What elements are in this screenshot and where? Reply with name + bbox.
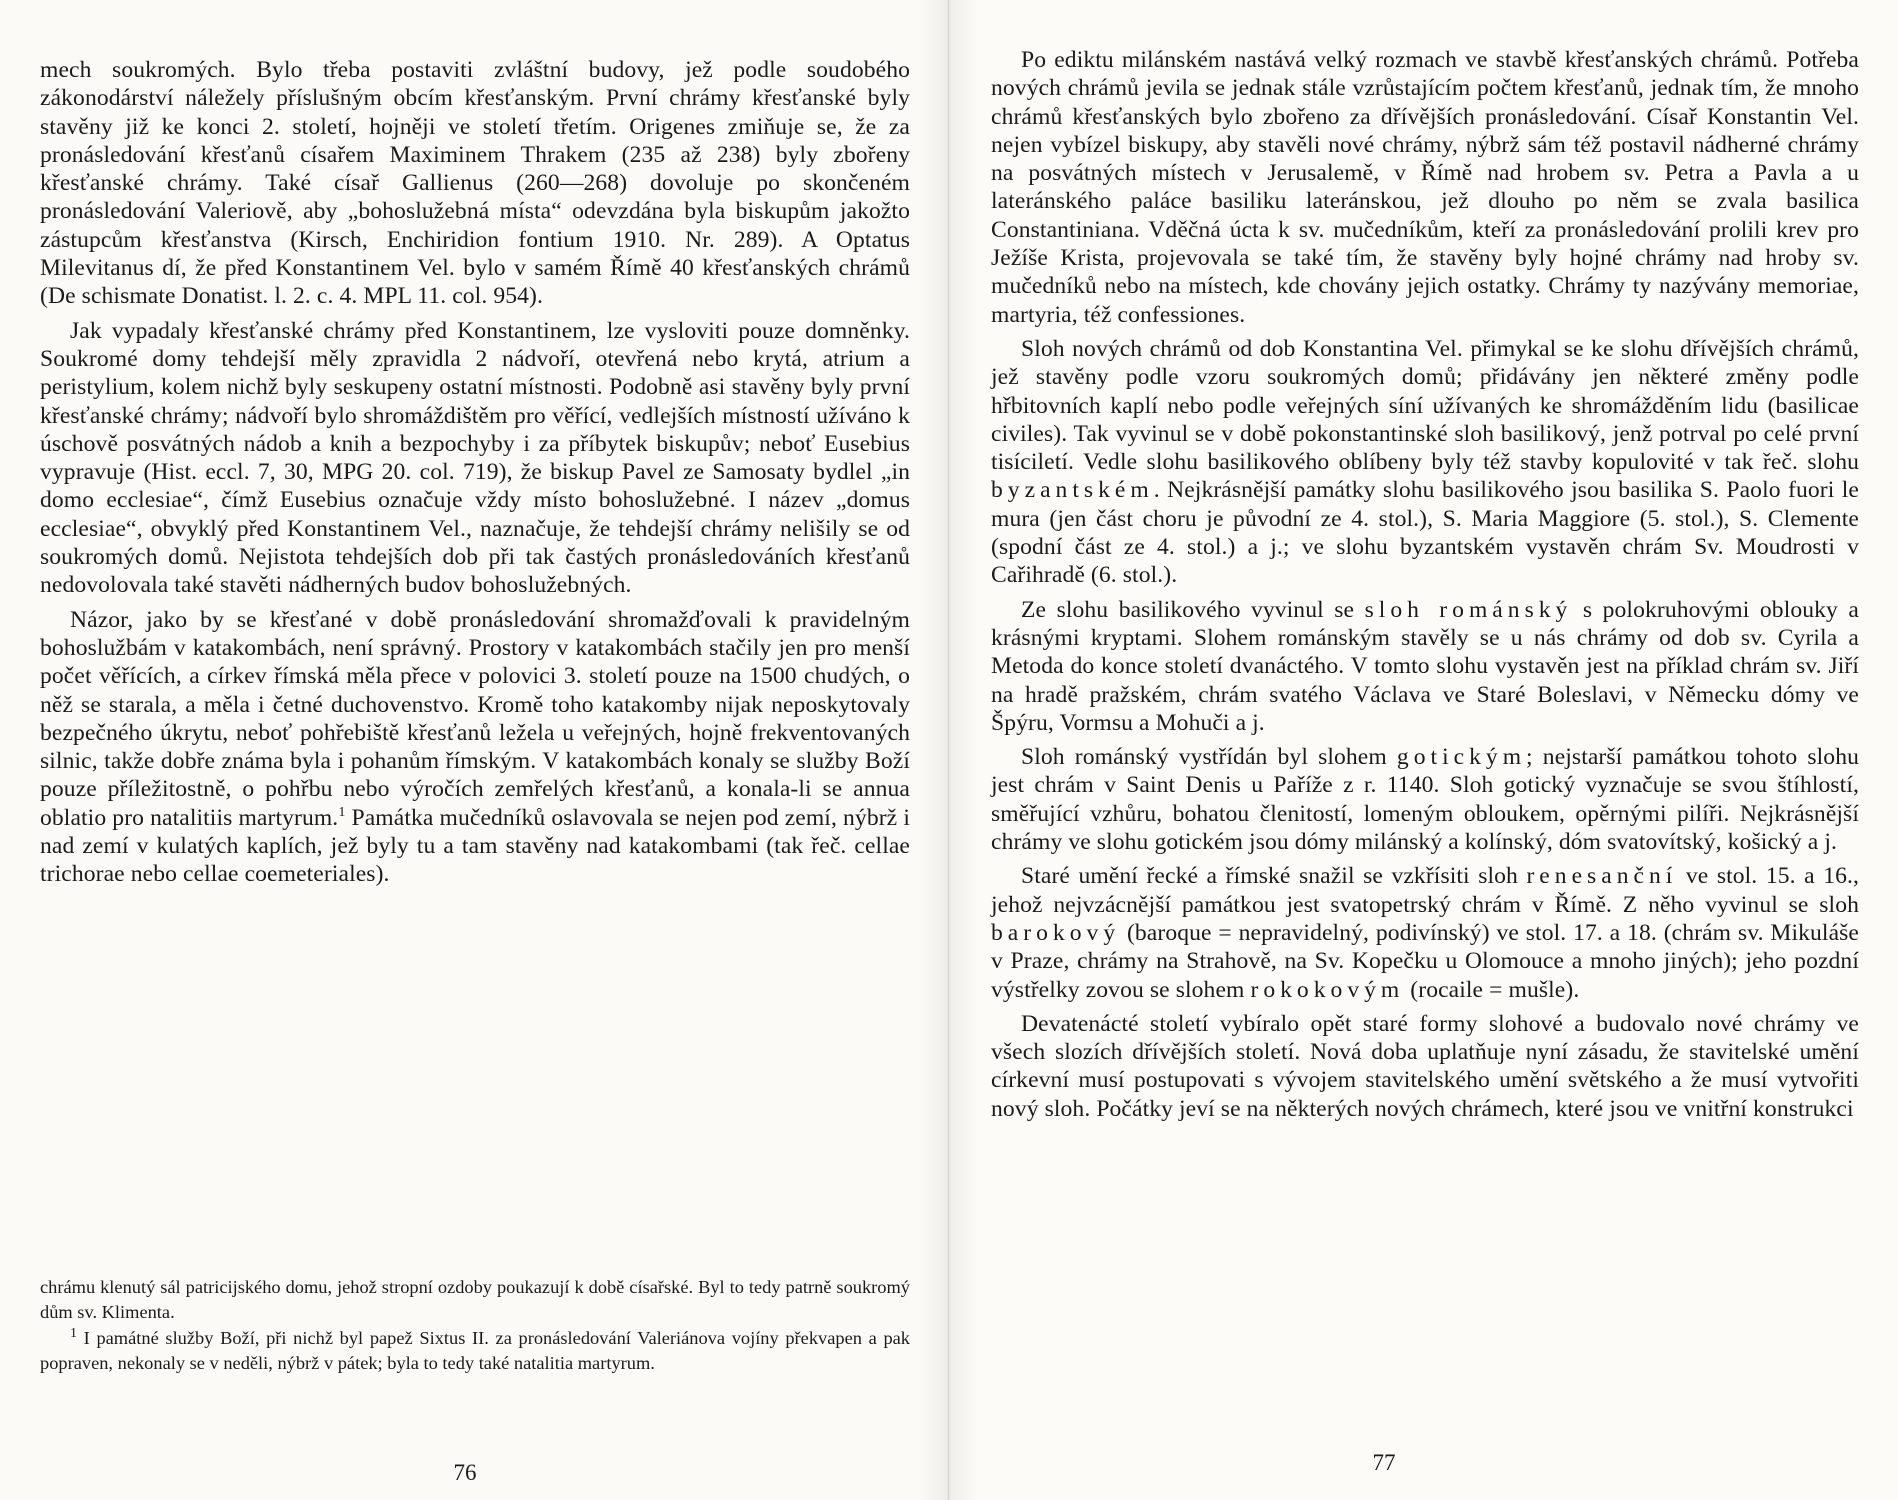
spaced-term: barokový xyxy=(991,919,1121,946)
paragraph-text: ve stol. 15. a 16., jehož nejvzácnější památkou jest svatopetrský chrám v Římě. Z něho vyvinul se sloh xyxy=(991,863,1859,918)
spaced-term: gotickým xyxy=(1396,744,1527,771)
paragraph: Devatenácté století vybíralo opět staré formy slohové a budovalo nové chrámy ve všech slozích dřívějších století. Nová doba uplatňuje nyní zásadu, že stavitelské umění církevní musí postupovati s vývojem stavitelského umění světského a že musí vytvořiti nový sloh. Počátky jeví se na některých nových chrámech, které jsou ve vnitřní konstrukci xyxy=(991,1010,1859,1122)
paragraph-text: (baroque = nepravidelný, podivínský) ve stol. 17. a 18. (chrám sv. Mikuláše v Praze, chrámy na Strahově, na Sv. Kopečku u Olomouce a mnoho jiných); jeho pozdní výstřelky zovou se slohem xyxy=(991,919,1859,1003)
spaced-term: byzantském xyxy=(991,477,1154,504)
footnote-number: 1 xyxy=(70,1325,77,1341)
page-number: 77 xyxy=(1372,1450,1396,1475)
paragraph xyxy=(991,862,1859,1003)
paragraph-text: Názor, jako by se křesťané v době pronásledování shromažďovali k pravidelným bohoslužbám v katakombách, není správný. Prostory v katakombách stačily jen pro menší počet věřících, a církev římská měla přece v polovici 3. století pouze na 1500 chudých, o něž se starala, a měla i četné duchovenstvo. Kromě toho katakomby nijak neposkytovaly bezpečného úkrytu, neboť pohřebiště křesťanů ležela u veřejných, hojně frekventovaných silnic, takže dobře známa byla i pohanům římským. V katakombách konaly se služby Boží pouze příležitostně, o pohřbu nebo výročích zemřelých křesťanů, a konala-li se annua oblatio pro natalitiis martyrum. xyxy=(40,606,910,831)
footnote-continuation: chrámu klenutý sál patricijského domu, jehož stropní ozdoby poukazují k době císařské. Byl to tedy patrně soukromý dům sv. Klimenta. xyxy=(40,1277,910,1323)
paragraph xyxy=(991,335,1859,590)
left-page-body xyxy=(40,56,910,889)
footnotes xyxy=(40,1275,910,1377)
spaced-term: renesanční xyxy=(1526,863,1678,890)
footnote-text: I památné služby Boží, při nichž byl papež Sixtus II. za pronásledování Valeriánova vojíny překvapen a pak popraven, nekonaly se v neděli, nýbrž v pátek; byla to tedy také natalitia martyrum. xyxy=(40,1327,910,1374)
paragraph: Jak vypadaly křesťanské chrámy před Konstantinem, lze vysloviti pouze domněnky. Soukromé domy tehdejší měly zpravidla 2 nádvoří, otevřená nebo krytá, atrium a peristylium, kolem nichž byly seskupeny ostatní místnosti. Podobně asi stavěny byly první křesťanské chrámy; nádvoří bylo shromáždištěm pro věřící, vedlejších místností užíváno k úschově posvátných nádob a knih a bezpochyby i za příbytek biskupův; neboť Eusebius vypravuje (Hist. eccl. 7, 30, MPG 20. col. 719), že biskup Pavel ze Samosaty bydlel „in domo ecclesiae“, čímž Eusebius označuje vždy místo bohoslužebné. I název „domus ecclesiae“, obvyklý před Konstantinem Vel., naznačuje, že tehdejší chrámy nelišily se od soukromých domů. Nejistota tehdejších dob při tak častých pronásledováních křesťanů nedovolovala také stavěti nádherných budov bohoslužebných. xyxy=(40,317,910,599)
paragraph xyxy=(40,606,910,889)
spaced-term: rokokovým xyxy=(1250,976,1405,1003)
right-page xyxy=(949,0,1898,1500)
paragraph xyxy=(991,743,1859,856)
footnote-marker[interactable]: 1 xyxy=(338,804,346,820)
paragraph-text: (rocaile = mušle). xyxy=(1404,976,1580,1003)
paragraph-text: Památka mučedníků oslavovala se nejen pod zemí, nýbrž i nad zemí v kulatých kaplích, jež byly tu a tam stavěny nad katakombami (tak řeč. cellae trichorae nebo cellae coemeteriales). xyxy=(40,804,910,888)
paragraph-text: . Nejkrásnější památky slohu basilikového jsou basilika S. Paolo fuori le mura (jen část choru je původní ze 4. stol.), S. Maria Maggiore (5. stol.), S. Clemente (spodní část ze 4. stol.) a j.; ve slohu byzantském vystavěn chrám Sv. Moudrosti v Cařihradě (6. stol.). xyxy=(991,477,1859,589)
paragraph-text: Sloh nových chrámů od dob Konstantina Vel. přimykal se ke slohu dřívějších chrámů, jež stavěny podle vzoru soukromých domů; přidávány jen některé změny podle hřbitovních kaplí nebo podle veřejných síní užívaných ke shromážděním lidu (basilicae civiles). Tak vyvinul se v době pokonstantinské sloh basilikový, jenž potrval po celé první tisíciletí. Vedle slohu basilikového oblíbeny byly též stavby kopulovité v tak řeč. slohu xyxy=(991,335,1859,476)
paragraph: mech soukromých. Bylo třeba postaviti zvláštní budovy, jež podle soudobého zákonodárství náležely příslušným obcím křesťanským. První chrámy křesťanské byly stavěny již ke konci 2. století, hojněji ve století třetím. Origenes zmiňuje se, že za pronásledování křesťanů císařem Maximinem Thrakem (235 až 238) byly zbořeny křesťanské chrámy. Také císař Gallienus (260—268) dovoluje po skončeném pronásledování Valeriově, aby „bohoslužebná místa“ odevzdána byla biskupům jakožto zástupcům křesťanstva (Kirsch, Enchiridion fontium 1910. Nr. 289). A Optatus Milevitanus dí, že před Konstantinem Vel. bylo v samém Římě 40 křesťanských chrámů (De schismate Donatist. l. 2. c. 4. MPL 11. col. 954). xyxy=(40,57,910,310)
spaced-term: sloh románský xyxy=(1364,596,1573,623)
right-page-body xyxy=(991,46,1859,1123)
footnote xyxy=(40,1326,910,1377)
paragraph-text: Staré umění řecké a římské snažil se vzkřísiti sloh xyxy=(1021,863,1527,890)
paragraph xyxy=(991,596,1859,737)
page-number: 76 xyxy=(453,1460,477,1485)
paragraph: Po ediktu milánském nastává velký rozmach ve stavbě křesťanských chrámů. Potřeba nových chrámů jevila se jednak stále vzrůstajícím počtem křesťanů, jednak tím, že mnoho chrámů křesťanských bylo zbořeno za dřívějších pronásledování. Císař Konstantin Vel. nejen vybízel biskupy, aby stavěli nové chrámy, nýbrž sám též postavil nádherné chrámy na posvátných místech v Jerusalemě, v Římě nad hrobem sv. Petra a Pavla a u lateránského paláce basiliku lateránskou, jež dlouho po něm se zvala basilica Constantiniana. Vděčná úcta k sv. mučedníkům, kteří za pronásledování prolili krev pro Ježíše Krista, projevovala se také tím, že stavěny byly hojné chrámy nad hroby sv. mučedníků nebo na místech, kde chovány jejich ostatky. Chrámy ty nazývány memoriae, martyria, též confessiones. xyxy=(991,47,1859,328)
paragraph-text: s polokruhovými oblouky a krásnými kryptami. Slohem románským stavěly se u nás chrámy od dob sv. Cyrila a Metoda do konce století dvanáctého. V tomto slohu vystavěn jest na příklad chrám sv. Jiří na hradě pražském, chrám svatého Václava ve Staré Boleslavi, v Německu dómy ve Špýru, Vormsu a Mohuči a j. xyxy=(991,596,1859,736)
paragraph-text: ; nejstarší památkou tohoto slohu jest chrám v Saint Denis u Paříže z r. 1140. Sloh gotický vyznačuje se svou štíhlostí, směřující vzhůru, bohatou členitostí, lomeným obloukem, opěrnými pilíři. Nejkrásnější chrámy ve slohu gotickém jsou dómy milánský a kolínský, dóm svatovítský, košický a j. xyxy=(991,744,1859,856)
paragraph-text: Sloh románský vystřídán byl slohem xyxy=(1021,744,1397,771)
paragraph-text: Ze slohu basilikového vyvinul se xyxy=(1021,596,1365,623)
